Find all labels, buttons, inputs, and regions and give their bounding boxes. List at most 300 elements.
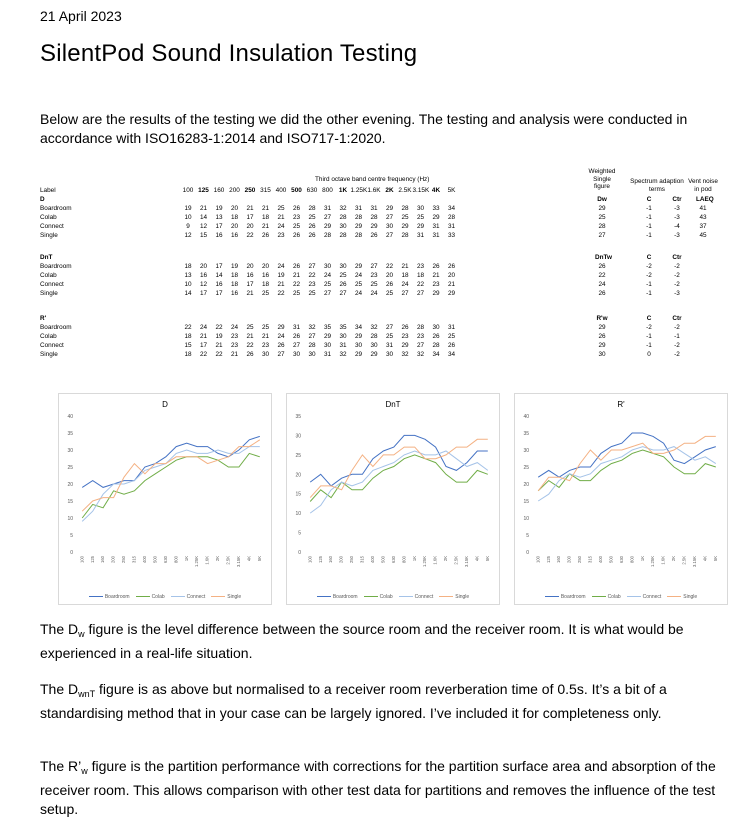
ctr-value: -3 — [674, 205, 680, 212]
legend-swatch — [364, 596, 378, 597]
legend-item — [399, 594, 434, 600]
legend-swatch — [171, 596, 185, 597]
c-value: -1 — [646, 232, 652, 239]
cell-value: 22 — [246, 232, 254, 239]
ctr-value: -3 — [674, 290, 680, 297]
cell-value: 23 — [416, 263, 425, 270]
y-tick-label: 40 — [523, 414, 529, 420]
cell-value: 25 — [385, 333, 394, 340]
c-value: 0 — [647, 351, 651, 358]
cell-value: 25 — [261, 290, 270, 297]
cell-value: 20 — [230, 223, 239, 230]
cell-value: 26 — [308, 223, 316, 230]
row-label: Boardroom — [40, 324, 72, 331]
ctr-value: -3 — [674, 232, 680, 239]
cell-value: 28 — [370, 214, 378, 221]
weighted-label: Dw — [597, 196, 607, 203]
x-tick-label: 2K — [215, 556, 221, 562]
legend-swatch — [592, 596, 606, 597]
chart-svg — [515, 394, 727, 604]
legend-label: Connect — [186, 594, 206, 600]
cell-value: 26 — [339, 281, 347, 288]
x-tick-label: 3.15K — [463, 556, 469, 567]
ctr-value: -2 — [674, 351, 680, 358]
cell-value: 18 — [261, 281, 270, 288]
cell-value: 10 — [184, 281, 192, 288]
cell-value: 18 — [261, 214, 270, 221]
cell-value: 28 — [401, 205, 409, 212]
cell-value: 25 — [339, 272, 347, 279]
cell-value: 13 — [184, 272, 192, 279]
cell-value: 27 — [385, 214, 394, 221]
x-tick-label: 1K — [639, 556, 645, 562]
legend-swatch — [89, 596, 103, 597]
cell-value: 12 — [199, 281, 208, 288]
frequency-header: 160 — [213, 187, 225, 194]
y-tick-label: 10 — [295, 511, 301, 518]
cell-value: 27 — [308, 333, 316, 340]
cell-value: 22 — [246, 342, 254, 349]
x-tick-label: 315 — [359, 556, 365, 563]
chart-2 — [514, 393, 728, 605]
cell-value: 32 — [308, 324, 316, 331]
chart-legend — [287, 594, 499, 600]
cell-value: 26 — [292, 333, 301, 340]
y-tick-label: 20 — [523, 482, 529, 488]
cell-value: 34 — [447, 205, 456, 212]
ctr-label: Ctr — [672, 315, 682, 322]
y-tick-label: 15 — [523, 499, 529, 505]
frequency-header: 100 — [182, 187, 194, 194]
ctr-value: -2 — [674, 324, 680, 331]
weighted-header: figure — [594, 183, 610, 190]
chart-legend — [59, 594, 271, 600]
row-label: Single — [40, 351, 58, 358]
c-label: C — [646, 196, 652, 203]
c-value: -2 — [646, 324, 652, 331]
weighted-value: 30 — [598, 351, 606, 358]
cell-value: 29 — [277, 324, 285, 331]
ctr-value: -3 — [674, 214, 680, 221]
cell-value: 33 — [432, 205, 440, 212]
weighted-value: 22 — [598, 272, 606, 279]
weighted-value: 25 — [598, 214, 606, 221]
cell-value: 25 — [447, 333, 456, 340]
cell-value: 21 — [215, 342, 223, 349]
x-tick-label: 2.5K — [681, 556, 687, 565]
cell-value: 21 — [261, 205, 270, 212]
cell-value: 17 — [215, 223, 223, 230]
cell-value: 25 — [323, 281, 332, 288]
label-header: Label — [40, 187, 56, 194]
cell-value: 30 — [323, 263, 332, 270]
x-tick-label: 500 — [380, 556, 386, 563]
x-tick-label: 5K — [484, 556, 490, 562]
frequency-header: 315 — [260, 187, 271, 194]
cell-value: 21 — [199, 333, 208, 340]
legend-item — [171, 594, 206, 600]
intro-paragraph: Below are the results of the testing we did the other evening. The testing and analysis were conducted in accordance with ISO16283-1:2014 and ISO717-1:2020. — [40, 111, 688, 146]
cell-value: 20 — [199, 263, 208, 270]
cell-value: 24 — [401, 281, 409, 288]
cell-value: 18 — [230, 214, 239, 221]
frequency-header: 1.6K — [367, 187, 381, 194]
c-label: C — [646, 315, 652, 322]
cell-value: 14 — [199, 214, 208, 221]
legend-item — [592, 594, 621, 600]
cell-value: 25 — [292, 290, 301, 297]
x-tick-label: 3.15K — [235, 556, 241, 567]
cell-value: 30 — [308, 351, 316, 358]
chart-1 — [286, 393, 500, 605]
cell-value: 22 — [184, 324, 192, 331]
spectrum-header: Spectrum adaption — [630, 178, 684, 185]
cell-value: 26 — [292, 205, 301, 212]
y-tick-label: 25 — [295, 452, 301, 459]
cell-value: 16 — [199, 272, 208, 279]
legend-item — [667, 594, 697, 600]
dw-paragraph: The $D_w$ figure is the level difference between the source room and the receiver room. It is what would be experienced in a real-life situation. — [40, 621, 684, 661]
x-tick-label: 800 — [401, 556, 407, 563]
cell-value: 32 — [370, 324, 378, 331]
legend-swatch — [545, 596, 559, 597]
cell-value: 27 — [323, 214, 332, 221]
series-line-single — [538, 436, 716, 490]
c-value: -1 — [646, 342, 652, 349]
cell-value: 17 — [199, 342, 208, 349]
cell-value: 23 — [401, 333, 409, 340]
legend-swatch — [399, 596, 413, 597]
cell-value: 31 — [385, 342, 394, 349]
cell-value: 31 — [432, 232, 440, 239]
weighted-value: 29 — [598, 342, 606, 349]
cell-value: 29 — [354, 263, 363, 270]
x-tick-label: 1.6K — [660, 556, 666, 565]
ctr-value: -2 — [674, 281, 680, 288]
cell-value: 27 — [308, 263, 316, 270]
x-tick-label: 2.5K — [225, 556, 231, 565]
cell-value: 25 — [401, 214, 409, 221]
cell-value: 27 — [416, 342, 425, 349]
weighted-header: Weighted — [588, 168, 616, 175]
frequency-header: 125 — [198, 187, 209, 194]
x-tick-label: 1.25K — [422, 556, 428, 567]
cell-value: 25 — [277, 205, 285, 212]
cell-value: 31 — [323, 205, 332, 212]
legend-item — [364, 594, 393, 600]
cell-value: 28 — [308, 205, 316, 212]
cell-value: 24 — [354, 272, 363, 279]
cell-value: 29 — [370, 223, 378, 230]
document-date: 21 April 2023 — [40, 8, 122, 24]
cell-value: 21 — [292, 272, 301, 279]
series-line-connect — [82, 447, 260, 522]
cell-value: 34 — [432, 351, 440, 358]
cell-value: 25 — [354, 281, 363, 288]
cell-value: 21 — [277, 214, 285, 221]
cell-value: 16 — [230, 290, 239, 297]
section-name: DnT — [40, 254, 53, 261]
cell-value: 22 — [292, 281, 301, 288]
cell-value: 31 — [339, 342, 347, 349]
cell-value: 20 — [385, 272, 394, 279]
cell-value: 30 — [385, 351, 394, 358]
x-tick-label: 250 — [577, 556, 583, 563]
cell-value: 23 — [308, 281, 316, 288]
cell-value: 19 — [215, 333, 223, 340]
cell-value: 29 — [354, 223, 363, 230]
x-tick-label: 100 — [79, 556, 85, 563]
frequency-header: 2.5K — [398, 187, 412, 194]
row-label: Colab — [40, 272, 57, 279]
cell-value: 24 — [277, 223, 285, 230]
x-tick-label: 100 — [307, 556, 313, 563]
cell-value: 29 — [385, 205, 394, 212]
y-tick-label: 10 — [523, 516, 529, 522]
cell-value: 31 — [416, 232, 425, 239]
cell-value: 26 — [447, 342, 456, 349]
cell-value: 12 — [184, 232, 192, 239]
cell-value: 27 — [401, 290, 409, 297]
cell-value: 25 — [261, 324, 270, 331]
cell-value: 31 — [432, 223, 440, 230]
row-label: Single — [40, 232, 58, 239]
cell-value: 26 — [261, 232, 270, 239]
cell-value: 21 — [246, 205, 254, 212]
cell-value: 26 — [385, 281, 394, 288]
cell-value: 21 — [401, 263, 409, 270]
legend-label: Colab — [379, 594, 393, 600]
cell-value: 21 — [261, 333, 270, 340]
cell-value: 31 — [370, 205, 378, 212]
frequency-header: 3.15K — [412, 187, 430, 194]
ctr-value: -2 — [674, 342, 680, 349]
row-label: Connect — [40, 342, 64, 349]
cell-value: 27 — [385, 232, 394, 239]
cell-value: 31 — [323, 351, 332, 358]
cell-value: 28 — [447, 214, 456, 221]
y-tick-label: 25 — [523, 465, 529, 471]
series-line-boardroom — [82, 436, 260, 487]
y-tick-label: 10 — [67, 516, 73, 522]
frequency-header: 800 — [322, 187, 333, 194]
cell-value: 25 — [292, 223, 301, 230]
charts-row — [58, 393, 718, 605]
y-tick-label: 5 — [526, 533, 529, 539]
c-value: -2 — [646, 272, 652, 279]
y-tick-label: 40 — [67, 414, 73, 420]
x-tick-label: 630 — [390, 556, 396, 563]
cell-value: 34 — [354, 324, 363, 331]
cell-value: 22 — [215, 324, 223, 331]
cell-value: 29 — [432, 214, 440, 221]
legend-item — [136, 594, 165, 600]
cell-value: 27 — [323, 290, 332, 297]
cell-value: 29 — [370, 351, 378, 358]
cell-value: 21 — [230, 351, 239, 358]
cell-value: 27 — [292, 342, 301, 349]
cell-value: 21 — [277, 281, 285, 288]
x-tick-label: 2K — [443, 556, 449, 562]
frequency-header: 4K — [431, 187, 441, 194]
cell-value: 24 — [230, 324, 239, 331]
cell-value: 29 — [416, 223, 425, 230]
section-name: D — [40, 196, 45, 203]
x-tick-label: 2K — [671, 556, 677, 562]
cell-value: 26 — [432, 333, 440, 340]
cell-value: 29 — [432, 290, 440, 297]
cell-value: 23 — [230, 342, 239, 349]
cell-value: 33 — [447, 232, 456, 239]
legend-swatch — [136, 596, 150, 597]
cell-value: 16 — [215, 232, 223, 239]
cell-value: 24 — [277, 333, 285, 340]
cell-value: 18 — [184, 351, 192, 358]
chart-title: D — [162, 400, 168, 409]
cell-value: 32 — [401, 351, 409, 358]
legend-label: Single — [227, 594, 242, 600]
x-tick-label: 315 — [131, 556, 137, 563]
x-tick-label: 160 — [328, 556, 334, 563]
x-tick-label: 125 — [89, 556, 95, 563]
cell-value: 31 — [292, 324, 301, 331]
c-value: -2 — [646, 263, 652, 270]
cell-value: 29 — [401, 223, 409, 230]
x-tick-label: 250 — [121, 556, 127, 563]
c-value: -1 — [646, 290, 652, 297]
cell-value: 19 — [230, 263, 239, 270]
cell-value: 26 — [401, 324, 409, 331]
x-tick-label: 630 — [618, 556, 624, 563]
cell-value: 22 — [215, 351, 223, 358]
cell-value: 15 — [199, 232, 208, 239]
cell-value: 28 — [370, 333, 378, 340]
cell-value: 21 — [246, 290, 254, 297]
cell-value: 25 — [308, 290, 316, 297]
x-tick-label: 4K — [246, 556, 252, 562]
cell-value: 27 — [277, 351, 285, 358]
y-tick-label: 35 — [523, 431, 529, 437]
chart-title: R' — [617, 400, 625, 409]
cell-value: 29 — [401, 342, 409, 349]
x-tick-label: 500 — [152, 556, 158, 563]
cell-value: 21 — [246, 333, 254, 340]
cell-value: 30 — [323, 342, 332, 349]
cell-value: 23 — [370, 272, 378, 279]
cell-value: 22 — [416, 281, 425, 288]
y-tick-label: 20 — [67, 482, 73, 488]
y-tick-label: 15 — [67, 499, 73, 505]
x-tick-label: 400 — [369, 556, 375, 563]
cell-value: 21 — [447, 281, 456, 288]
cell-value: 21 — [432, 272, 440, 279]
y-tick-label: 35 — [295, 414, 301, 420]
c-value: -1 — [646, 205, 652, 212]
cell-value: 26 — [292, 263, 301, 270]
legend-label: Boardroom — [104, 594, 130, 600]
cell-value: 30 — [432, 324, 440, 331]
ctr-value: -1 — [674, 333, 680, 340]
cell-value: 32 — [339, 205, 347, 212]
ctr-label: Ctr — [672, 196, 682, 203]
cell-value: 17 — [246, 281, 254, 288]
legend-label: Colab — [607, 594, 621, 600]
cell-value: 29 — [323, 223, 332, 230]
cell-value: 27 — [339, 290, 347, 297]
cell-value: 20 — [447, 272, 456, 279]
legend-swatch — [627, 596, 641, 597]
chart-title: DnT — [385, 400, 401, 409]
cell-value: 32 — [339, 351, 347, 358]
cell-value: 25 — [416, 214, 425, 221]
x-tick-label: 315 — [587, 556, 593, 563]
cell-value: 25 — [308, 214, 316, 221]
cell-value: 24 — [354, 290, 363, 297]
cell-value: 16 — [246, 272, 254, 279]
rw-paragraph: The $R’_w$ figure is the partition performance with corrections for the partition surface area and absorption of the receiver room. This allows comparison with other test data for partitions and removes the influence of the test setup. — [40, 758, 716, 817]
y-tick-label: 0 — [70, 550, 73, 556]
x-tick-label: 250 — [349, 556, 355, 563]
cell-value: 18 — [184, 333, 192, 340]
cell-value: 23 — [261, 342, 270, 349]
y-tick-label: 5 — [70, 533, 73, 539]
x-tick-label: 630 — [162, 556, 168, 563]
cell-value: 26 — [292, 232, 301, 239]
x-tick-label: 200 — [566, 556, 572, 563]
legend-item — [545, 594, 586, 600]
legend-item — [317, 594, 358, 600]
laeq-value: 45 — [699, 232, 707, 239]
legend-swatch — [439, 596, 453, 597]
weighted-value: 24 — [598, 281, 606, 288]
cell-value: 34 — [447, 351, 456, 358]
cell-value: 13 — [215, 214, 223, 221]
x-tick-label: 5K — [256, 556, 262, 562]
c-value: -1 — [646, 281, 652, 288]
frequency-header: 500 — [291, 187, 302, 194]
cell-value: 32 — [416, 351, 425, 358]
legend-item — [211, 594, 241, 600]
legend-swatch — [317, 596, 331, 597]
x-tick-label: 200 — [338, 556, 344, 563]
series-line-single — [82, 440, 260, 511]
legend-label: Connect — [414, 594, 434, 600]
cell-value: 26 — [370, 232, 378, 239]
legend-label: Colab — [151, 594, 165, 600]
cell-value: 12 — [199, 223, 208, 230]
cell-value: 19 — [277, 272, 285, 279]
chart-svg — [287, 394, 499, 604]
cell-value: 30 — [370, 342, 378, 349]
x-tick-label: 100 — [535, 556, 541, 563]
legend-item — [439, 594, 469, 600]
cell-value: 28 — [339, 214, 347, 221]
cell-value: 27 — [385, 324, 394, 331]
cell-value: 20 — [246, 263, 254, 270]
cell-value: 31 — [447, 324, 456, 331]
legend-swatch — [667, 596, 681, 597]
cell-value: 35 — [339, 324, 347, 331]
ctr-value: -4 — [674, 223, 680, 230]
cell-value: 22 — [308, 272, 316, 279]
cell-value: 18 — [416, 272, 425, 279]
weighted-value: 26 — [598, 290, 606, 297]
frequency-header: 2K — [385, 187, 394, 194]
c-value: -1 — [646, 214, 652, 221]
cell-value: 30 — [416, 205, 425, 212]
cell-value: 28 — [308, 342, 316, 349]
band-title: Third octave band centre frequency (Hz) — [315, 176, 430, 183]
